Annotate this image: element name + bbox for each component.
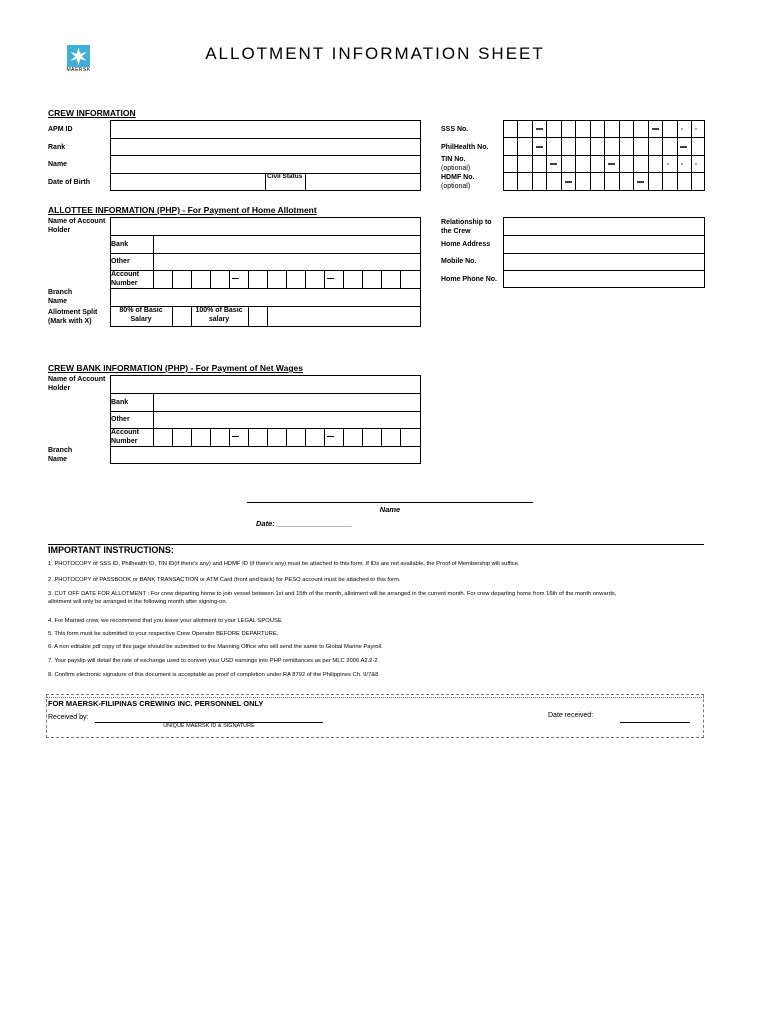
tin-extra-mark-1: x bbox=[667, 161, 669, 166]
name-field[interactable] bbox=[111, 155, 420, 172]
crew-bank-account-label: Account Number bbox=[111, 429, 139, 445]
page-title: ALLOTMENT INFORMATION SHEET bbox=[205, 44, 545, 63]
crew-bank-holder-field[interactable] bbox=[111, 376, 420, 392]
allottee-other-label: Other bbox=[111, 258, 130, 265]
sss-extra-mark-1: x bbox=[681, 126, 683, 131]
apm-id-label: APM ID bbox=[48, 126, 73, 133]
instruction-item: 3. CUT OFF DATE FOR ALLOTMENT : For crew departing home to join vessel between 1st and 15th of the month, allotment will be arranged in the current month. For crew departing home from 16th of the month onwards, bbox=[48, 591, 617, 597]
allottee-bank-field[interactable] bbox=[153, 235, 420, 252]
home-address-field[interactable] bbox=[504, 235, 704, 252]
allottee-holder-field[interactable] bbox=[111, 218, 420, 234]
instruction-item: allotment will only be arranged in the following month after signing-on. bbox=[48, 599, 228, 605]
date-received-label: Date received: bbox=[548, 712, 594, 719]
relationship-field[interactable] bbox=[504, 218, 704, 234]
instruction-item: 6. A non editable pdf copy of this page should be submitted to the Manning Office who will send the same to Global Marine Payroll. bbox=[48, 644, 383, 650]
split-100-checkbox[interactable] bbox=[248, 306, 266, 325]
crew-section-title: CREW INFORMATION bbox=[48, 108, 136, 118]
dob-label: Date of Birth bbox=[48, 179, 90, 186]
mobile-label: Mobile No. bbox=[441, 258, 477, 265]
split-80-checkbox[interactable] bbox=[172, 306, 190, 325]
hdmf-label: HDMF No. bbox=[441, 174, 475, 181]
hdmf-optional-label: (optional) bbox=[441, 183, 471, 190]
allottee-split-label: Allotment Split (Mark with X) bbox=[48, 309, 98, 325]
sss-label: SSS No. bbox=[441, 126, 469, 133]
philhealth-label: PhilHealth No. bbox=[441, 144, 489, 151]
dob-field[interactable] bbox=[111, 173, 264, 190]
maersk-logo bbox=[62, 45, 95, 71]
civil-status-field[interactable] bbox=[305, 173, 420, 190]
crew-bank-other-label: Other bbox=[111, 416, 130, 423]
civil-status-label: Civil Status bbox=[267, 173, 303, 180]
allottee-holder-label: Name of Account Holder bbox=[48, 218, 106, 234]
instruction-item: 8. Confirm electronic signature of this document is acceptable as proof of completion under RA 8792 of the Philippines Ch. II/7&8 bbox=[48, 672, 379, 678]
split-80-option-label: 80% of Basic Salary bbox=[119, 307, 163, 323]
unique-id-caption: UNIQUE MAERSK ID & SIGNATURE bbox=[163, 723, 255, 729]
government-id-grid[interactable] bbox=[503, 120, 705, 192]
home-phone-field[interactable] bbox=[504, 270, 704, 287]
received-by-label: Received by: bbox=[48, 714, 89, 721]
allottee-branch-label: Branch Name bbox=[48, 289, 73, 305]
sss-extra-mark-2: x bbox=[695, 126, 697, 131]
tin-optional-label: (optional) bbox=[441, 165, 471, 172]
split-100-option-label: 100% of Basic salary bbox=[195, 307, 243, 323]
instruction-item: 4. For Married crew, we recommend that you leave your allotment to your LEGAL SPOUSE bbox=[48, 618, 282, 624]
instruction-item: 5. This form must be submitted to your respective Crew Operator BEFORE DEPARTURE. bbox=[48, 631, 279, 637]
allottee-branch-field[interactable] bbox=[111, 288, 420, 305]
crew-bank-account-field[interactable] bbox=[153, 428, 420, 445]
tin-extra-mark-3: x bbox=[695, 161, 697, 166]
office-use-heading: FOR MAERSK-FILIPINAS CREWING INC. PERSONNEL ONLY bbox=[48, 699, 264, 708]
allottee-account-label: Account Number bbox=[111, 271, 139, 287]
signature-date-label[interactable]: Date: __________________ bbox=[256, 519, 352, 528]
crew-bank-other-field[interactable] bbox=[153, 411, 420, 427]
name-label: Name bbox=[48, 161, 68, 168]
date-received-line[interactable] bbox=[620, 722, 690, 723]
home-address-label: Home Address bbox=[441, 241, 491, 248]
rank-field[interactable] bbox=[111, 138, 420, 154]
crew-bank-branch-field[interactable] bbox=[111, 446, 420, 463]
allottee-other-field[interactable] bbox=[153, 253, 420, 269]
allottee-account-field[interactable] bbox=[153, 270, 420, 287]
tin-extra-mark-2: x bbox=[681, 161, 683, 166]
allottee-bank-label: Bank bbox=[111, 241, 129, 248]
crew-bank-bank-field[interactable] bbox=[153, 393, 420, 410]
instruction-item: 7. Your payslip will detail the rate of exchange used to convert your USD earnings into PHP remittances as per MLC 2006 A2.2-2 bbox=[48, 658, 378, 664]
home-phone-label: Home Phone No. bbox=[441, 276, 498, 283]
allottee-section-title: ALLOTTEE INFORMATION (PHP) - For Payment of Home Allotment bbox=[48, 205, 317, 215]
apm-id-field[interactable] bbox=[111, 121, 420, 137]
instructions-heading: IMPORTANT INSTRUCTIONS: bbox=[48, 545, 174, 555]
rank-label: Rank bbox=[48, 144, 66, 151]
crew-bank-branch-label: Branch Name bbox=[48, 447, 73, 463]
crew-bank-bank-label: Bank bbox=[111, 399, 129, 406]
tin-label: TIN No. bbox=[441, 156, 466, 163]
mobile-field[interactable] bbox=[504, 253, 704, 269]
signature-line[interactable] bbox=[247, 502, 533, 503]
signature-name-label: Name bbox=[379, 505, 401, 514]
instruction-item: 1. PHOTOCOPY of SSS ID, Philhealth ID, TIN ID(if there's any) and HDMF ID (if there's any) must be attached to this form. If IDs are not available, the Proof of Membership will suffice. bbox=[48, 561, 520, 567]
logo-text: MAERSK bbox=[66, 67, 91, 73]
office-use-dotted-rule bbox=[46, 697, 704, 698]
crew-bank-holder-label: Name of Account Holder bbox=[48, 376, 106, 392]
relationship-label: Relationship to the Crew bbox=[441, 219, 492, 235]
crew-bank-section-title: CREW BANK INFORMATION (PHP) - For Payment of Net Wages bbox=[48, 363, 304, 373]
instruction-item: 2. PHOTOCOPY of PASSBOOK or BANK TRANSACTION or ATM Card (front and back) for PESO account must be attached to this form. bbox=[48, 577, 401, 583]
